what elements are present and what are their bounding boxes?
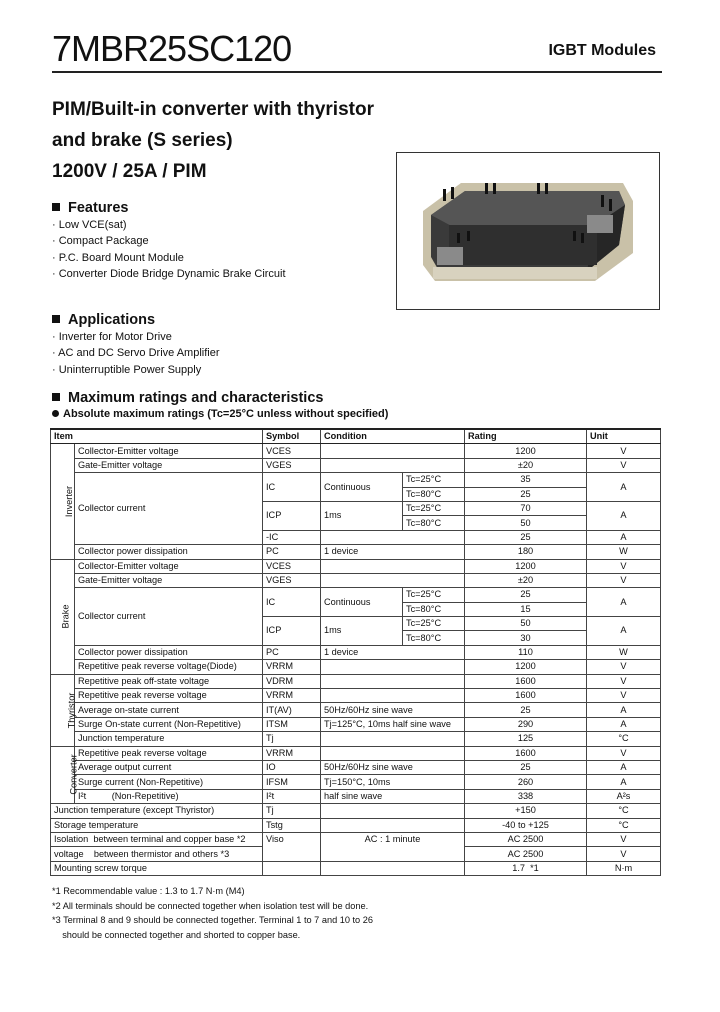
- table-header-row: [51, 429, 661, 444]
- ratings-heading: Maximum ratings and characteristics: [52, 390, 323, 406]
- table-cell: 1 device: [321, 645, 465, 659]
- applications-heading: Applications: [52, 312, 155, 328]
- footnote: *3 Terminal 8 and 9 should be connected together. Terminal 1 to 7 and 10 to 26: [52, 915, 373, 926]
- table-cell: Collector power dissipation: [75, 645, 263, 659]
- table-cell: Surge current (Non-Repetitive): [75, 775, 263, 789]
- table-cell: [321, 732, 465, 746]
- header-rule: [52, 71, 662, 73]
- table-cell: V: [587, 573, 661, 587]
- table-cell: 25: [465, 588, 587, 602]
- table-cell: A: [587, 501, 661, 530]
- table-cell: [321, 804, 465, 818]
- table-cell: Collector current: [75, 588, 263, 646]
- circle-bullet-icon: [52, 410, 59, 417]
- table-row: [51, 746, 661, 760]
- table-cell: 1.7 *1: [465, 861, 587, 875]
- square-bullet-icon: [52, 393, 60, 401]
- table-cell: Average on-state current: [75, 703, 263, 717]
- table-cell: VCES: [263, 559, 321, 573]
- table-row: [51, 645, 661, 659]
- table-cell: W: [587, 645, 661, 659]
- table-cell: [321, 746, 465, 760]
- table-cell: ITSM: [263, 717, 321, 731]
- table-row: [51, 689, 661, 703]
- table-cell: Gate-Emitter voltage: [75, 458, 263, 472]
- table-cell: Average output current: [75, 760, 263, 774]
- table-cell: 25: [465, 703, 587, 717]
- table-cell: AC : 1 minute: [321, 832, 465, 861]
- table-cell: [321, 444, 465, 458]
- table-cell: Tj=150°C, 10ms: [321, 775, 465, 789]
- table-cell: A: [587, 588, 661, 617]
- table-cell: V: [587, 674, 661, 688]
- column-header: Symbol: [263, 429, 321, 444]
- table-cell: [321, 458, 465, 472]
- table-cell: 290: [465, 717, 587, 731]
- table-cell: VDRM: [263, 674, 321, 688]
- table-cell: Surge On-state current (Non-Repetitive): [75, 717, 263, 731]
- ratings-subheading: Absolute maximum ratings (Tc=25°C unless without specified): [52, 408, 388, 420]
- table-cell: IT(AV): [263, 703, 321, 717]
- square-bullet-icon: [52, 315, 60, 323]
- table-cell: [263, 861, 321, 875]
- table-cell: V: [587, 689, 661, 703]
- table-cell: Collector power dissipation: [75, 545, 263, 559]
- table-cell: [321, 818, 465, 832]
- table-cell: 1600: [465, 674, 587, 688]
- table-cell: Tj: [263, 804, 321, 818]
- table-cell: IC: [263, 588, 321, 617]
- table-row: [51, 545, 661, 559]
- table-cell: Collector current: [75, 473, 263, 545]
- table-cell: V: [587, 746, 661, 760]
- table-cell: ±20: [465, 458, 587, 472]
- table-row: [51, 818, 661, 832]
- list-item: · Uninterruptible Power Supply: [52, 362, 220, 378]
- table-cell: A: [587, 473, 661, 502]
- list-item: · Inverter for Motor Drive: [52, 329, 220, 345]
- features-list: [52, 217, 286, 282]
- table-cell: Tc=25°C: [403, 473, 465, 487]
- table-cell: 260: [465, 775, 587, 789]
- table-cell: voltage between thermistor and others *3: [51, 847, 263, 861]
- table-cell: -IC: [263, 530, 321, 544]
- table-cell: 25: [465, 487, 587, 501]
- table-cell: Tc=80°C: [403, 602, 465, 616]
- table-row: [51, 674, 661, 688]
- table-cell: Viso: [263, 832, 321, 861]
- table-cell: Mounting screw torque: [51, 861, 263, 875]
- list-item: · AC and DC Servo Drive Amplifier: [52, 345, 220, 361]
- list-item: · Compact Package: [52, 233, 286, 249]
- table-cell: V: [587, 444, 661, 458]
- table-cell: [321, 530, 465, 544]
- table-row: [51, 660, 661, 674]
- footnote: *2 All terminals should be connected together when isolation test will be done.: [52, 900, 369, 911]
- table-cell: VCES: [263, 444, 321, 458]
- table-cell: VRRM: [263, 746, 321, 760]
- features-heading: Features: [52, 200, 128, 216]
- table-cell: °C: [587, 732, 661, 746]
- table-row: [51, 444, 661, 458]
- table-cell: -40 to +125: [465, 818, 587, 832]
- group-label-brake: Brake: [51, 559, 75, 674]
- table-cell: I²t (Non-Repetitive): [75, 789, 263, 803]
- table-cell: A: [587, 775, 661, 789]
- table-cell: ICP: [263, 501, 321, 530]
- table-row: [51, 861, 661, 875]
- applications-list: [52, 329, 220, 378]
- column-header: Unit: [587, 429, 661, 444]
- table-cell: Tj: [263, 732, 321, 746]
- footnote: *1 Recommendable value : 1.3 to 1.7 N·m (M4): [52, 886, 245, 896]
- table-cell: PC: [263, 645, 321, 659]
- table-cell: Tc=80°C: [403, 516, 465, 530]
- title-line-1: PIM/Built-in converter with thyristor: [52, 99, 374, 120]
- table-cell: [321, 674, 465, 688]
- table-cell: Repetitive peak off-state voltage: [75, 674, 263, 688]
- footnotes: [52, 884, 373, 943]
- table-cell: V: [587, 660, 661, 674]
- table-cell: Repetitive peak reverse voltage: [75, 689, 263, 703]
- table-cell: 25: [465, 530, 587, 544]
- table-cell: 70: [465, 501, 587, 515]
- table-cell: [321, 660, 465, 674]
- table-cell: half sine wave: [321, 789, 465, 803]
- table-cell: Tj=125°C, 10ms half sine wave: [321, 717, 465, 731]
- table-cell: Tc=25°C: [403, 588, 465, 602]
- table-row: [51, 573, 661, 587]
- table-row: [51, 804, 661, 818]
- product-category: IGBT Modules: [548, 42, 656, 59]
- table-cell: VRRM: [263, 689, 321, 703]
- table-cell: Storage temperature: [51, 818, 263, 832]
- table-cell: AC 2500: [465, 832, 587, 846]
- table-cell: °C: [587, 818, 661, 832]
- table-cell: V: [587, 559, 661, 573]
- table-cell: VRRM: [263, 660, 321, 674]
- table-cell: 1ms: [321, 617, 403, 646]
- table-cell: Junction temperature: [75, 732, 263, 746]
- table-cell: 1 device: [321, 545, 465, 559]
- column-header: Condition: [321, 429, 465, 444]
- table-cell: ±20: [465, 573, 587, 587]
- title-line-2: and brake (S series): [52, 130, 233, 151]
- table-cell: A: [587, 617, 661, 646]
- list-item: · Converter Diode Bridge Dynamic Brake Circuit: [52, 266, 286, 282]
- table-cell: Tc=25°C: [403, 501, 465, 515]
- table-cell: 50: [465, 617, 587, 631]
- table-row: [51, 789, 661, 803]
- table-cell: 1200: [465, 559, 587, 573]
- group-label-converter: Converter: [51, 746, 75, 804]
- table-cell: ICP: [263, 617, 321, 646]
- table-cell: 180: [465, 545, 587, 559]
- table-cell: W: [587, 545, 661, 559]
- table-cell: IFSM: [263, 775, 321, 789]
- footnote: should be connected together and shorted to copper base.: [52, 930, 301, 941]
- table-row: [51, 760, 661, 774]
- table-cell: Tc=25°C: [403, 617, 465, 631]
- table-cell: A: [587, 703, 661, 717]
- list-item: · Low VCE(sat): [52, 217, 286, 233]
- table-cell: Continuous: [321, 588, 403, 617]
- square-bullet-icon: [52, 203, 60, 211]
- table-row: [51, 703, 661, 717]
- table-row: [51, 717, 661, 731]
- table-cell: A: [587, 717, 661, 731]
- table-row: [51, 832, 661, 846]
- table-row: [51, 732, 661, 746]
- table-cell: A: [587, 530, 661, 544]
- table-cell: Collector-Emitter voltage: [75, 444, 263, 458]
- module-photo: [396, 152, 660, 310]
- table-cell: 125: [465, 732, 587, 746]
- table-cell: 338: [465, 789, 587, 803]
- table-cell: I²t: [263, 789, 321, 803]
- table-row: [51, 559, 661, 573]
- column-header: Item: [51, 429, 263, 444]
- table-cell: VGES: [263, 458, 321, 472]
- table-cell: V: [587, 832, 661, 846]
- table-cell: 1600: [465, 689, 587, 703]
- title-line-3: 1200V / 25A / PIM: [52, 161, 207, 182]
- table-cell: 50Hz/60Hz sine wave: [321, 760, 465, 774]
- table-cell: 15: [465, 602, 587, 616]
- table-cell: Repetitive peak reverse voltage(Diode): [75, 660, 263, 674]
- table-cell: 110: [465, 645, 587, 659]
- table-row: [51, 775, 661, 789]
- table-cell: V: [587, 458, 661, 472]
- table-cell: 25: [465, 760, 587, 774]
- document-title: [52, 94, 374, 187]
- table-cell: [321, 689, 465, 703]
- group-label-thyristor: Thyristor: [51, 674, 75, 746]
- table-cell: 50Hz/60Hz sine wave: [321, 703, 465, 717]
- table-cell: 50: [465, 516, 587, 530]
- table-cell: Tc=80°C: [403, 631, 465, 645]
- table-cell: 1600: [465, 746, 587, 760]
- table-cell: °C: [587, 804, 661, 818]
- table-cell: Tc=80°C: [403, 487, 465, 501]
- table-cell: [321, 559, 465, 573]
- table-cell: Tstg: [263, 818, 321, 832]
- table-cell: 35: [465, 473, 587, 487]
- table-cell: Junction temperature (except Thyristor): [51, 804, 263, 818]
- table-cell: +150: [465, 804, 587, 818]
- table-row: [51, 473, 661, 487]
- table-cell: 1200: [465, 660, 587, 674]
- part-number: 7MBR25SC120: [52, 28, 292, 69]
- table-cell: VGES: [263, 573, 321, 587]
- absolute-maximum-ratings-table: [50, 428, 661, 876]
- table-row: [51, 588, 661, 602]
- table-cell: [321, 861, 465, 875]
- table-cell: 30: [465, 631, 587, 645]
- table-cell: Repetitive peak reverse voltage: [75, 746, 263, 760]
- list-item: · P.C. Board Mount Module: [52, 250, 286, 266]
- table-cell: 1ms: [321, 501, 403, 530]
- table-cell: [321, 573, 465, 587]
- table-cell: Collector-Emitter voltage: [75, 559, 263, 573]
- table-cell: IO: [263, 760, 321, 774]
- table-cell: N·m: [587, 861, 661, 875]
- table-cell: PC: [263, 545, 321, 559]
- table-cell: AC 2500: [465, 847, 587, 861]
- table-cell: A: [587, 760, 661, 774]
- table-cell: Gate-Emitter voltage: [75, 573, 263, 587]
- table-row: [51, 458, 661, 472]
- table-cell: Continuous: [321, 473, 403, 502]
- table-cell: IC: [263, 473, 321, 502]
- table-cell: Isolation between terminal and copper base *2: [51, 832, 263, 846]
- table-cell: A²s: [587, 789, 661, 803]
- table-cell: 1200: [465, 444, 587, 458]
- column-header: Rating: [465, 429, 587, 444]
- igbt-module-illustration: [397, 153, 659, 309]
- table-cell: V: [587, 847, 661, 861]
- group-label-inverter: Inverter: [51, 444, 75, 559]
